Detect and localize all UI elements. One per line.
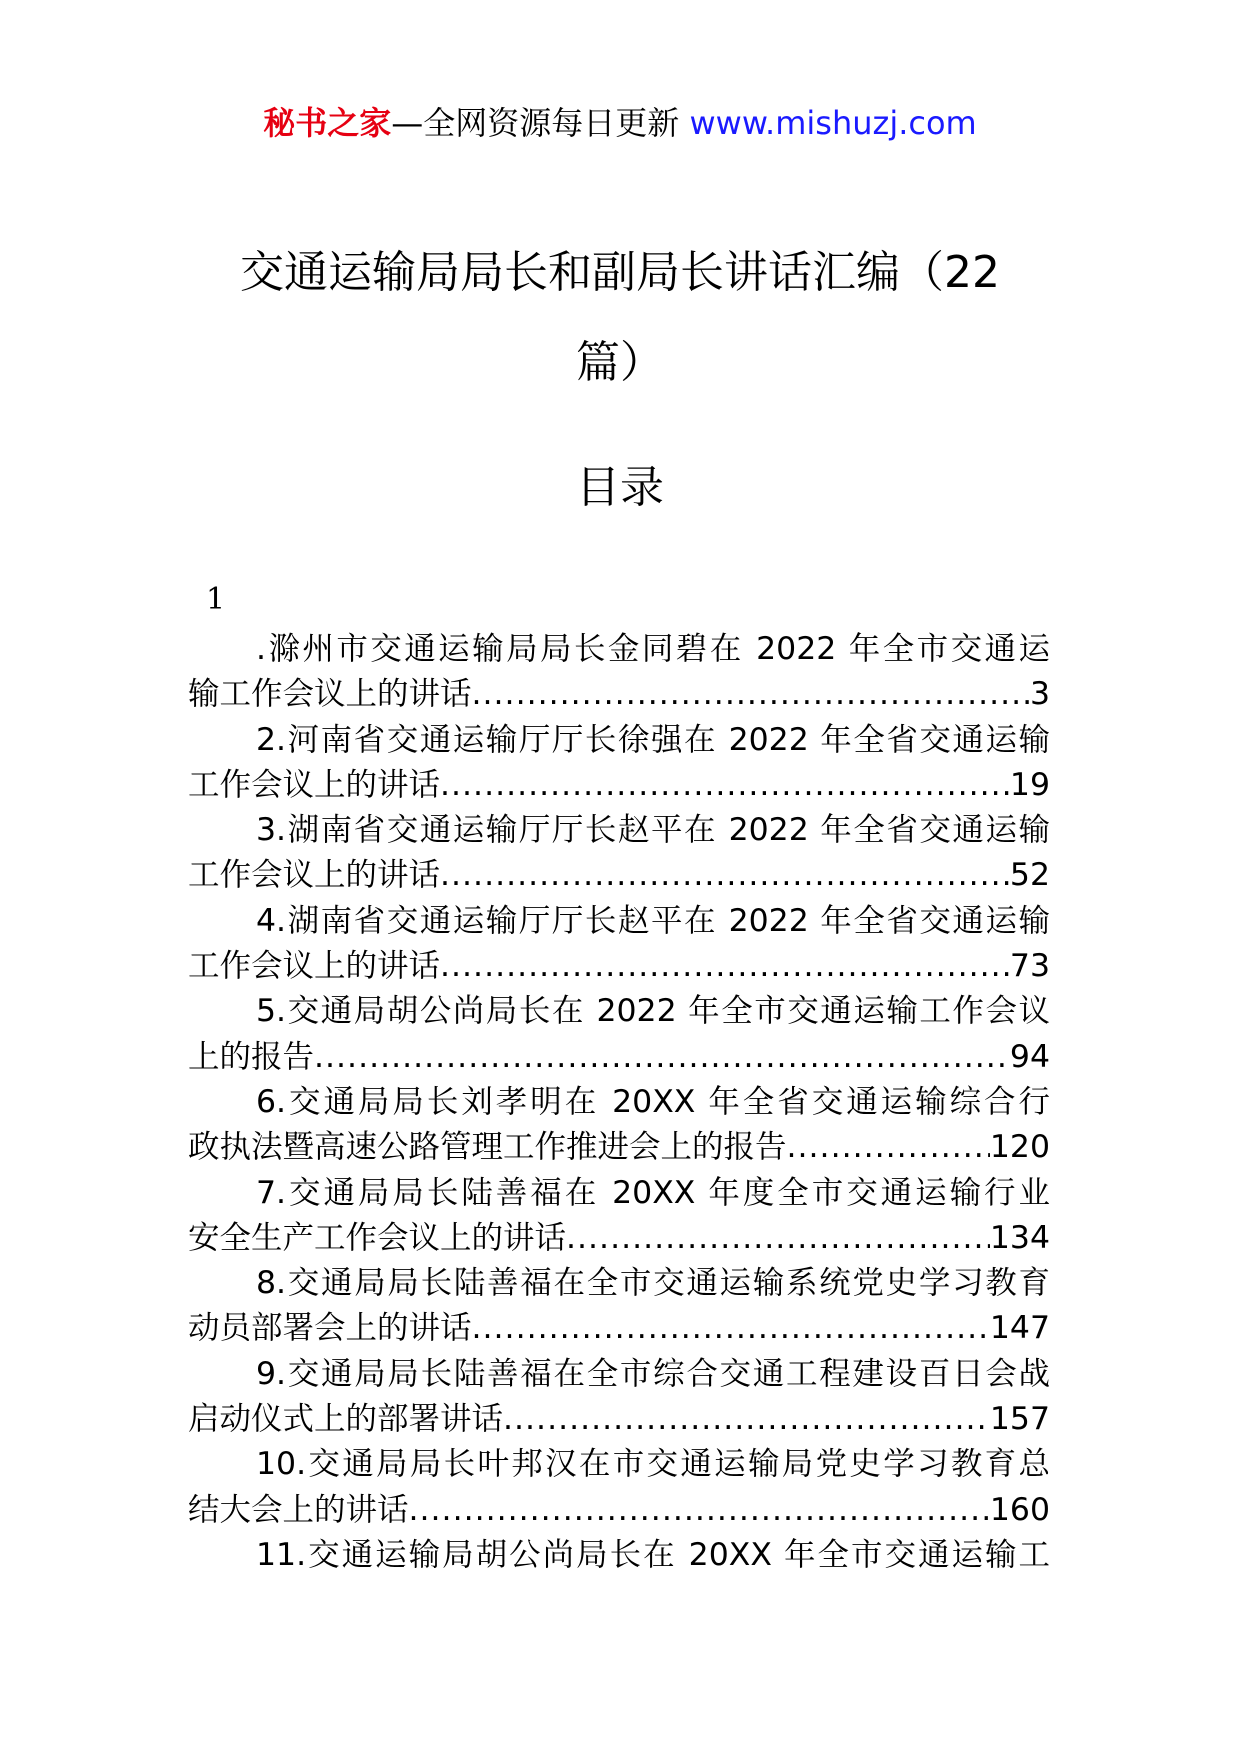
toc-page-number: 3	[1029, 676, 1050, 713]
toc-entry-title-cont: 输工作会议上的讲话	[188, 676, 472, 713]
toc-entry[interactable]	[188, 1261, 1050, 1352]
toc-entry-title: 3.湖南省交通运输厅厅长赵平在 2022 年全省交通运输	[256, 812, 1050, 849]
toc-entry[interactable]	[188, 899, 1050, 990]
toc-page-number: 94	[1009, 1038, 1050, 1075]
dot-leader	[566, 1216, 990, 1261]
title-line-1: 交通运输局局长和副局长讲话汇编（22	[240, 247, 1000, 298]
toc-page-number: 52	[1009, 857, 1050, 894]
toc-entry-title-cont: 政执法暨高速公路管理工作推进会上的报告	[188, 1129, 787, 1166]
toc-entry-title: 2.河南省交通运输厅厅长徐强在 2022 年全省交通运输	[256, 721, 1050, 758]
toc-entry[interactable]	[188, 1442, 1050, 1533]
toc-entry-title-cont: 工作会议上的讲话	[188, 857, 441, 894]
dot-leader	[314, 1035, 1010, 1080]
toc-entry-title: 9.交通局局长陆善福在全市综合交通工程建设百日会战	[256, 1355, 1050, 1392]
toc-entry[interactable]	[188, 1533, 1050, 1578]
toc-entry-title: 7.交通局局长陆善福在 20XX 年度全市交通运输行业	[256, 1174, 1050, 1211]
toc-entry-title: 8.交通局局长陆善福在全市交通运输系统党史学习教育	[256, 1265, 1050, 1302]
toc-page-number: 147	[989, 1310, 1050, 1347]
title-line-2: 篇）	[576, 337, 664, 388]
dot-leader	[440, 944, 1010, 989]
toc-entry-title-cont: 上的报告	[188, 1038, 315, 1075]
toc-entry[interactable]	[188, 1080, 1050, 1171]
toc-entry-title: 4.湖南省交通运输厅厅长赵平在 2022 年全省交通运输	[256, 902, 1050, 939]
toc-entry-title-cont: 动员部署会上的讲话	[188, 1310, 472, 1347]
toc-entry-title-cont: 安全生产工作会议上的讲话	[188, 1219, 567, 1256]
dot-leader	[440, 763, 1010, 808]
toc-entry-title: .滁州市交通运输局局长金同碧在 2022 年全市交通运	[256, 631, 1050, 667]
dot-leader	[503, 1397, 990, 1442]
toc-page-number: 134	[989, 1219, 1050, 1256]
toc-entry-title-cont: 工作会议上的讲话	[188, 948, 441, 985]
toc-entry-title: 5.交通局胡公尚局长在 2022 年全市交通运输工作会议	[256, 993, 1050, 1030]
toc-entry[interactable]	[188, 1171, 1050, 1262]
table-of-contents	[188, 627, 1050, 1578]
dot-leader	[440, 853, 1010, 898]
toc-entry[interactable]	[188, 718, 1050, 809]
site-url-link[interactable]: www.mishuzj.com	[689, 104, 977, 142]
dot-leader	[472, 1306, 990, 1351]
toc-page-number: 157	[989, 1401, 1050, 1438]
toc-page-number: 19	[1009, 766, 1050, 803]
stray-number: 1	[206, 582, 226, 617]
dot-leader	[472, 672, 1030, 717]
toc-entry-title: 6.交通局局长刘孝明在 20XX 年全省交通运输综合行	[256, 1083, 1050, 1120]
toc-entry-title: 11.交通运输局胡公尚局长在 20XX 年全市交通运输工	[256, 1536, 1050, 1573]
document-title	[120, 228, 1120, 408]
dot-leader	[409, 1488, 990, 1533]
toc-entry[interactable]	[188, 989, 1050, 1080]
header-slogan: —全网资源每日更新	[391, 104, 680, 142]
toc-entry[interactable]	[188, 1352, 1050, 1443]
toc-heading: 目录	[576, 462, 664, 513]
toc-page-number: 73	[1009, 948, 1050, 985]
toc-entry-title: 10.交通局局长叶邦汉在市交通运输局党史学习教育总	[256, 1446, 1050, 1483]
toc-page-number: 160	[989, 1491, 1050, 1528]
toc-page-number: 120	[989, 1129, 1050, 1166]
toc-entry-title-cont: 结大会上的讲话	[188, 1491, 409, 1528]
toc-entry-title-cont: 工作会议上的讲话	[188, 766, 441, 803]
toc-entry[interactable]	[188, 627, 1050, 718]
toc-entry-title-cont: 启动仪式上的部署讲话	[188, 1401, 504, 1438]
site-header	[0, 103, 1240, 143]
dot-leader	[787, 1125, 990, 1170]
toc-entry[interactable]	[188, 808, 1050, 899]
brand-name: 秘书之家	[263, 104, 392, 142]
